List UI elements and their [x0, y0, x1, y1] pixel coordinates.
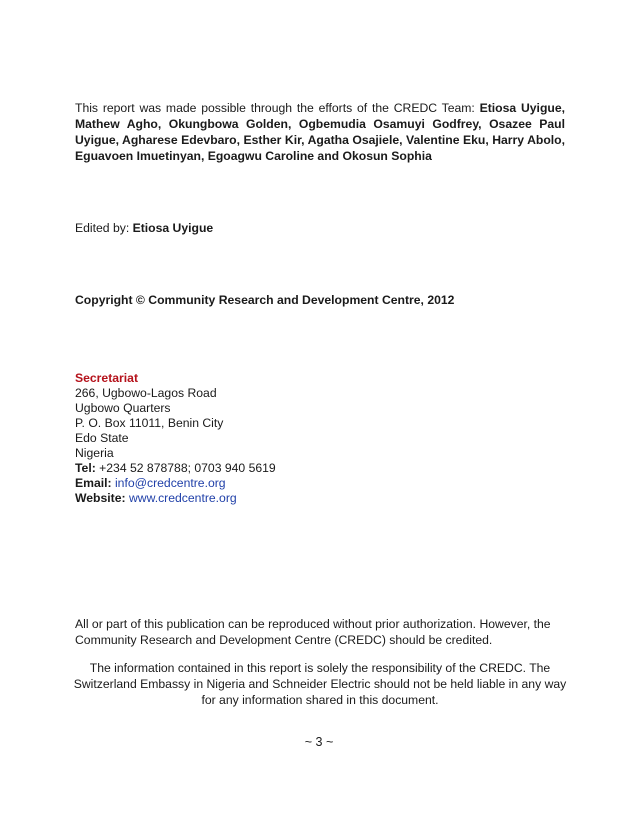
- address-line: Ugbowo Quarters: [75, 401, 171, 415]
- email-line: [75, 476, 565, 491]
- editor-name: Etiosa Uyigue: [132, 221, 214, 235]
- website-label: Website:: [75, 491, 126, 505]
- secretariat-title: Secretariat: [75, 371, 139, 385]
- email-label: Email:: [75, 476, 112, 490]
- credits-paragraph: [75, 100, 565, 164]
- tel-line: [75, 461, 565, 476]
- credits-team-names: Etiosa Uyigue, Mathew Agho, Okungbowa Golden, Ogbemudia Osamuyi Godfrey, Osazee Paul Uyigue, Agharese Edevbaro, Esther Kir, Agatha Osajiele, Valentine Eku, Harry Abolo, Eguavoen Imuetinyan, Egoagwu Caroline and Okosun Sophia: [75, 101, 565, 163]
- address-line: Edo State: [75, 431, 129, 445]
- tel-label: Tel:: [75, 461, 96, 475]
- tel-value: +234 52 878788; 0703 940 5619: [95, 461, 276, 475]
- edited-by: [75, 220, 565, 236]
- reproduction-notice: All or part of this publication can be reproduced without prior authorization. However, the Community Research and Development Centre (CREDC) should be credited.: [75, 617, 551, 647]
- credits-intro: This report was made possible through the efforts of the CREDC Team:: [75, 101, 480, 115]
- address-line: Nigeria: [75, 446, 114, 460]
- website-link[interactable]: www.credcentre.org: [128, 491, 237, 505]
- address-line: 266, Ugbowo-Lagos Road: [75, 386, 217, 400]
- copyright-notice: Copyright © Community Research and Development Centre, 2012: [75, 293, 455, 307]
- email-link[interactable]: info@credcentre.org: [114, 476, 226, 490]
- page-number: ~ 3 ~: [304, 735, 334, 749]
- disclaimer: The information contained in this report is solely the responsibility of the CREDC. The Switzerland Embassy in Nigeria and Schneider Electric should not be held liable in any way for any information shared in this document.: [73, 661, 567, 707]
- website-line: [75, 491, 565, 506]
- secretariat-block: [75, 371, 565, 506]
- edited-by-label: Edited by:: [75, 221, 133, 235]
- address-line: P. O. Box 11011, Benin City: [75, 416, 224, 430]
